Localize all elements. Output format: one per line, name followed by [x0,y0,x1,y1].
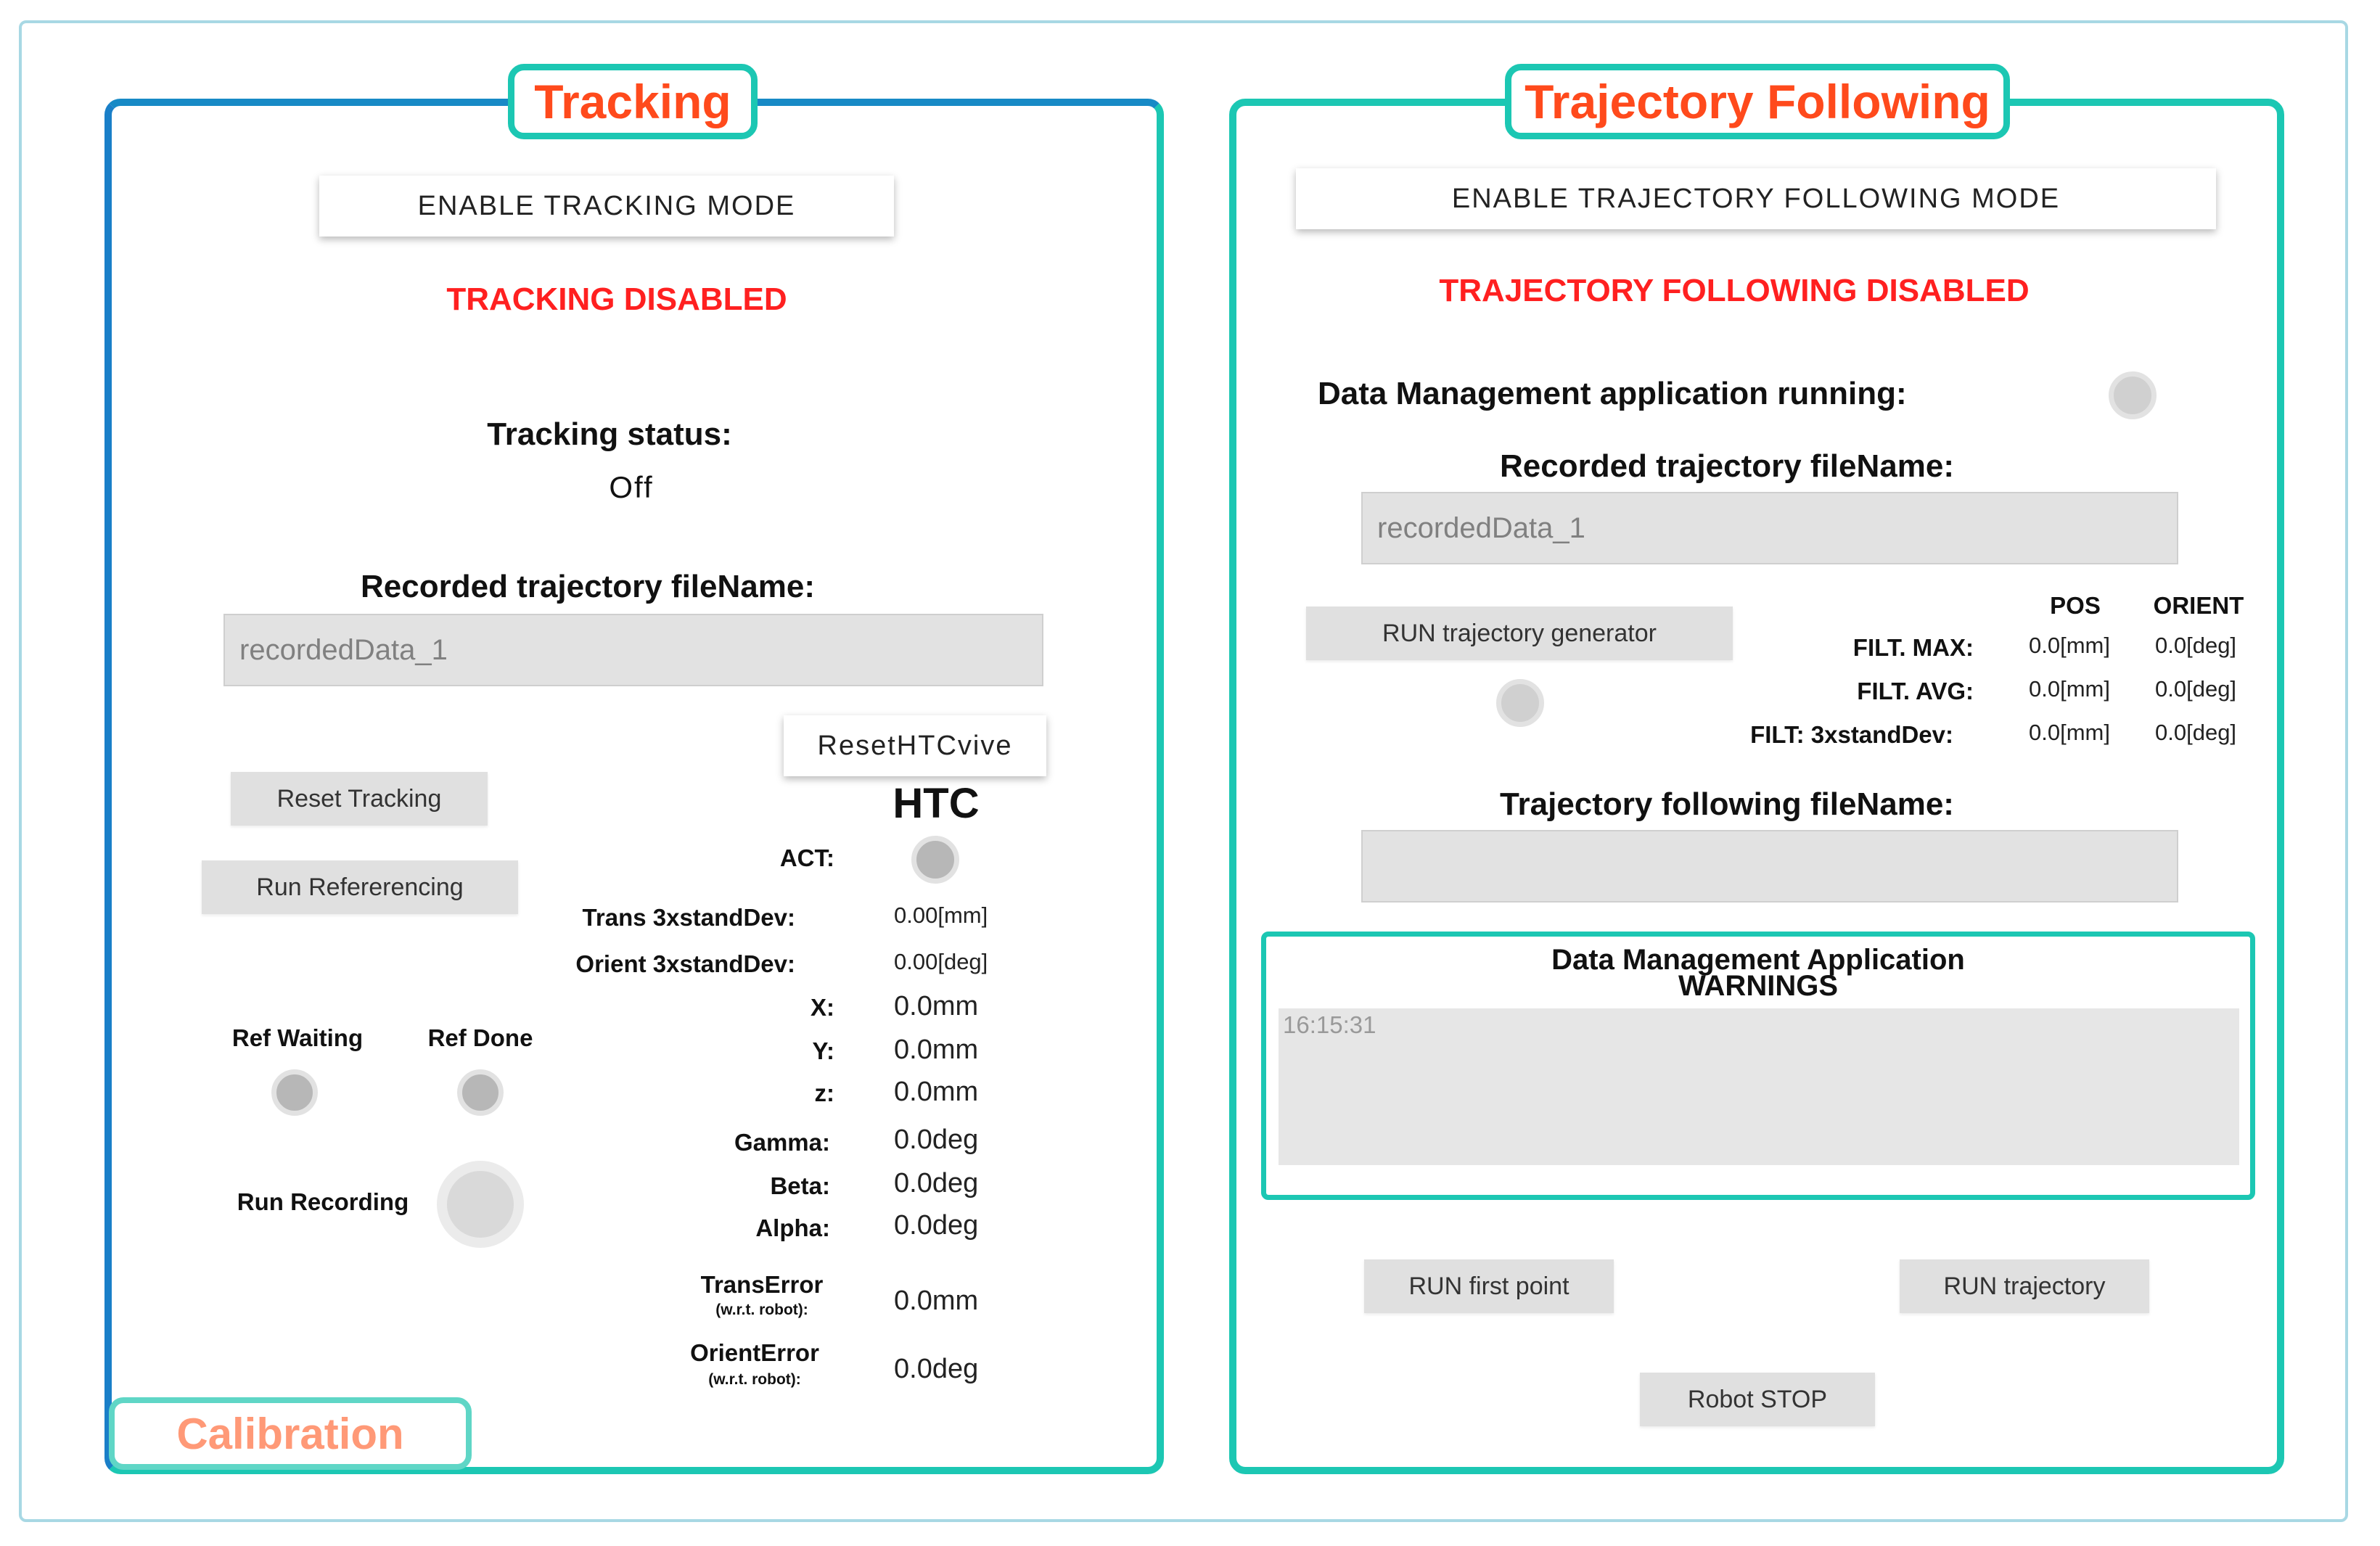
z-value: 0.0mm [894,1077,979,1107]
warnings-subtitle: WARNINGS [1678,970,1838,1002]
run-trajectory-generator-button[interactable]: RUN trajectory generator [1306,607,1733,660]
enable-trajectory-button[interactable]: ENABLE TRAJECTORY FOLLOWING MODE [1296,168,2216,229]
run-recording-label: Run Recording [237,1188,409,1215]
ref-waiting-label: Ref Waiting [231,1024,364,1051]
warnings-log[interactable]: 16:15:31 [1279,1008,2239,1165]
enable-tracking-button[interactable]: ENABLE TRACKING MODE [319,176,894,237]
filter-row-label: FILT: 3xstandDev: [1750,721,1953,748]
htc-title: HTC [892,780,980,827]
recorded-filename-label: Recorded trajectory fileName: [361,569,815,604]
calibration-tab[interactable]: Calibration [109,1397,472,1470]
filter-header-orient: ORIENT [2153,592,2244,619]
trans-error-value: 0.0mm [894,1286,979,1316]
recorded-filename-input[interactable] [223,614,1043,686]
gamma-label: Gamma: [734,1129,830,1156]
tracking-tab-title[interactable]: Tracking [508,64,758,139]
orient-dev-value: 0.00[deg] [894,949,988,974]
run-trajectory-button[interactable]: RUN trajectory [1900,1259,2149,1313]
y-value: 0.0mm [894,1035,979,1065]
trans-error-label: TransError [700,1271,824,1298]
traj-recorded-input[interactable] [1361,492,2178,564]
htc-act-indicator [911,836,959,884]
trajectory-tab-title[interactable]: Trajectory Following [1505,64,2010,139]
filter-row-pos: 0.0[mm] [2029,633,2110,658]
filter-row-pos: 0.0[mm] [2029,676,2110,702]
alpha-value: 0.0deg [894,1210,979,1241]
run-referencing-button[interactable]: Run Refererencing [202,860,518,914]
y-label: Y: [812,1037,834,1064]
tracking-status-value: Off [609,470,654,504]
x-value: 0.0mm [894,991,979,1021]
robot-stop-button[interactable]: Robot STOP [1640,1373,1875,1426]
reset-htcvive-button[interactable]: ResetHTCvive [784,715,1046,776]
reset-tracking-button[interactable]: Reset Tracking [231,772,488,826]
ref-waiting-indicator [271,1069,318,1116]
run-recording-toggle[interactable] [437,1161,524,1248]
ref-done-label: Ref Done [427,1024,533,1051]
alpha-label: Alpha: [755,1214,830,1241]
orient-dev-label: Orient 3xstandDev: [575,950,795,977]
trans-dev-label: Trans 3xstandDev: [582,904,795,931]
filter-row-label: FILT. AVG: [1857,678,1974,704]
tracking-status-label: Tracking status: [487,416,732,452]
traj-recorded-label: Recorded trajectory fileName: [1500,448,1954,484]
z-label: z: [814,1080,834,1106]
x-label: X: [811,994,834,1021]
generator-indicator [1496,679,1544,727]
filter-row-orient: 0.0[deg] [2155,720,2237,745]
dm-running-label: Data Management application running: [1318,376,1907,411]
tracking-mode-status: TRACKING DISABLED [446,281,787,317]
trans-error-sublabel: (w.r.t. robot): [715,1302,808,1318]
orient-error-label: OrientError [690,1339,819,1366]
htc-act-label: ACT: [779,844,834,871]
trajectory-mode-status: TRAJECTORY FOLLOWING DISABLED [1439,273,2030,308]
orient-error-value: 0.0deg [894,1354,979,1384]
filter-row-pos: 0.0[mm] [2029,720,2110,745]
filter-row-label: FILT. MAX: [1852,634,1974,661]
beta-value: 0.0deg [894,1168,979,1198]
dm-running-indicator [2109,371,2157,419]
filter-header-pos: POS [2050,592,2101,619]
run-first-point-button[interactable]: RUN first point [1364,1259,1614,1313]
traj-following-input[interactable] [1361,830,2178,902]
warnings-title: Data Management Application [1551,944,1965,976]
ref-done-indicator [457,1069,504,1116]
filter-row-orient: 0.0[deg] [2155,676,2237,702]
traj-following-label: Trajectory following fileName: [1500,786,1954,822]
filter-row-orient: 0.0[deg] [2155,633,2237,658]
trans-dev-value: 0.00[mm] [894,902,988,928]
orient-error-sublabel: (w.r.t. robot): [708,1371,801,1388]
gamma-value: 0.0deg [894,1124,979,1155]
beta-label: Beta: [770,1172,830,1199]
